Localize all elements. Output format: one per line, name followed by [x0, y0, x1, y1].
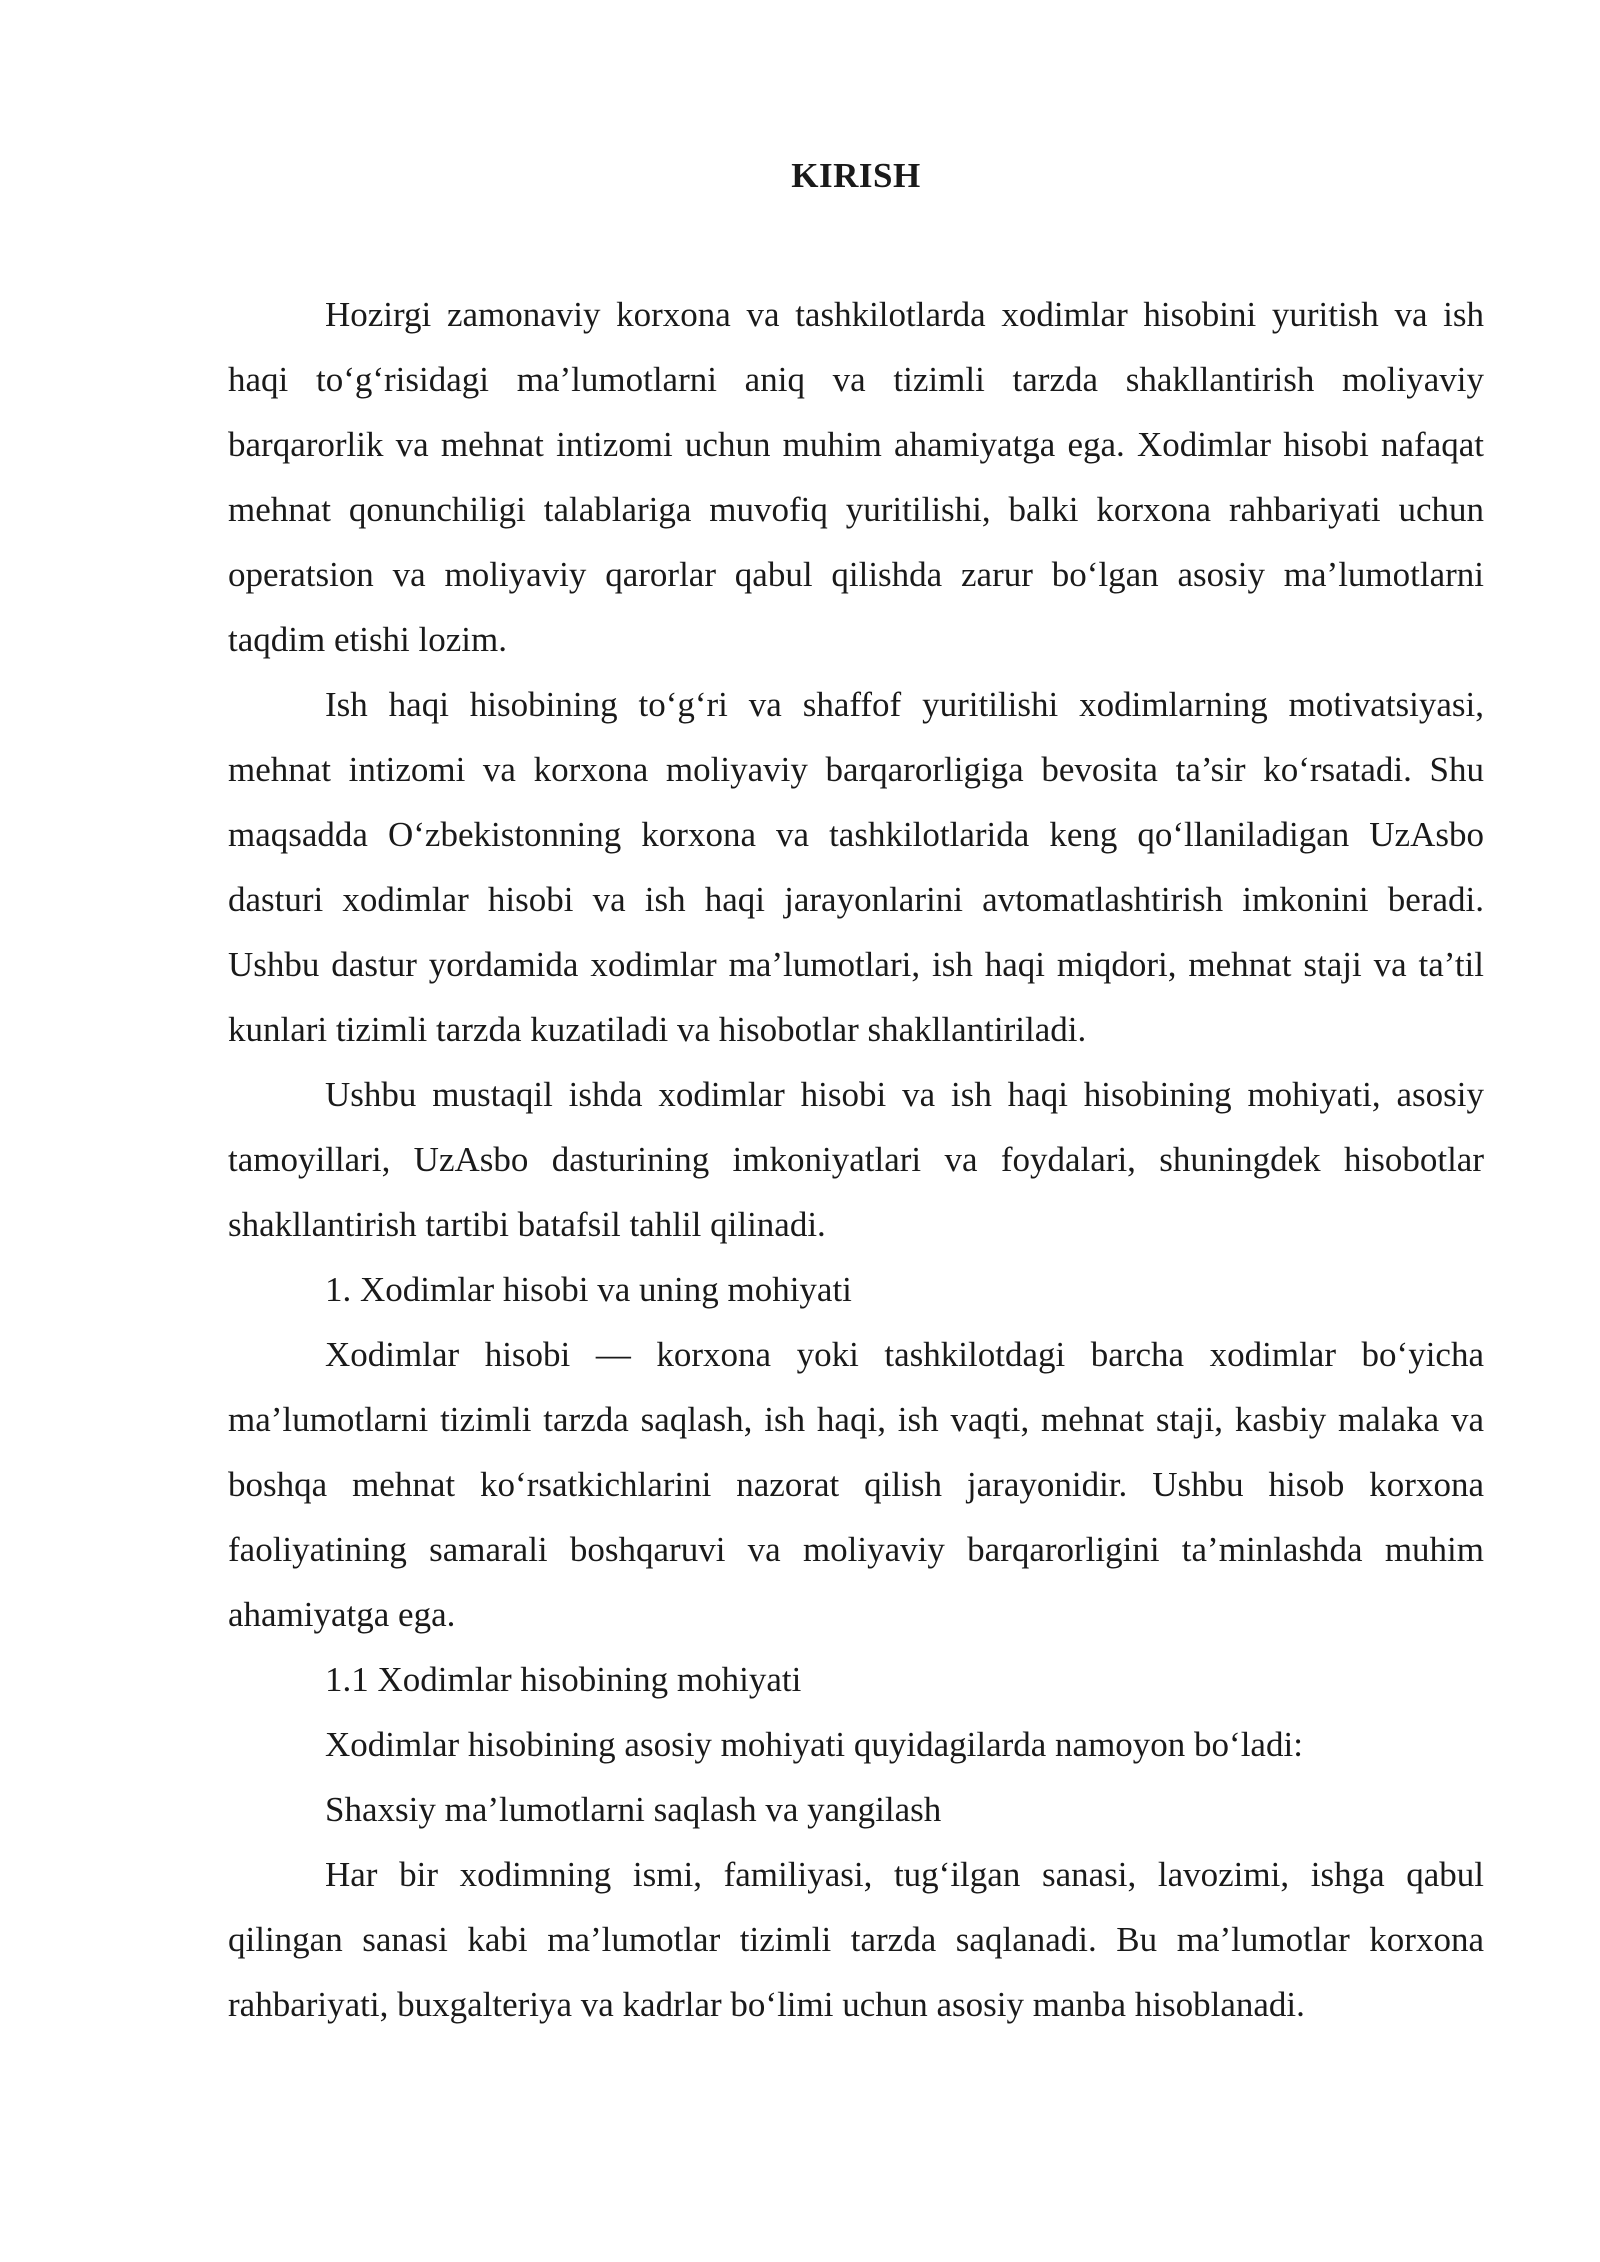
paragraph-purpose: Ushbu mustaqil ishda xodimlar hisobi va ish haqi hisobining mohiyati, asosiy tamoyillari, UzAsbo dasturining imkoniyatlari va foydalari, shuningdek hisobotlar shakllantirish tartibi batafsil tahlil qilinadi. — [228, 1075, 1484, 1244]
paragraph-intro: Hozirgi zamonaviy korxona va tashkilotlarda xodimlar hisobini yuritish va ish haqi to‘g‘risidagi ma’lumotlarni aniq va tizimli tarzda shakllantirish moliyaviy barqarorlik va mehnat intizomi uchun muhim ahamiyatga ega. Xodimlar hisobi nafaqat mehnat qonunchiligi talablariga muvofiq yuritilishi, balki korxona rahbariyati uchun operatsion va moliyaviy qarorlar qabul qilishda zarur bo‘lgan asosiy ma’lumotlarni taqdim etishi lozim. — [228, 295, 1484, 659]
paragraph-definition: Xodimlar hisobi — korxona yoki tashkilotdagi barcha xodimlar bo‘yicha ma’lumotlarni tizimli tarzda saqlash, ish haqi, ish vaqti, mehnat staji, kasbiy malaka va boshqa mehnat ko‘rsatkichlarini nazorat qilish jarayonidir. Ushbu hisob korxona faoliyatining samarali boshqaruvi va moliyaviy barqarorligini ta’minlashda muhim ahamiyatga ega. — [228, 1335, 1484, 1634]
subsection-heading-1-1: 1.1 Xodimlar hisobining mohiyati — [325, 1660, 802, 1699]
paragraph-item-heading: Shaxsiy ma’lumotlarni saqlash va yangilash — [325, 1790, 942, 1829]
paragraph-payroll: Ish haqi hisobining to‘g‘ri va shaffof yuritilishi xodimlarning motivatsiyasi, mehnat intizomi va korxona moliyaviy barqarorligiga bevosita ta’sir ko‘rsatadi. Shu maqsadda O‘zbekistonning korxona va tashkilotlarida keng qo‘llaniladigan UzAsbo dasturi xodimlar hisobi va ish haqi jarayonlarini avtomatlashtirish imkonini beradi. Ushbu dastur yordamida xodimlar ma’lumotlari, ish haqi miqdori, mehnat staji va ta’til kunlari tizimli tarzda kuzatiladi va hisobotlar shakllantiriladi. — [228, 685, 1484, 1049]
paragraph-essence-lead: Xodimlar hisobining asosiy mohiyati quyidagilarda namoyon bo‘ladi: — [325, 1725, 1303, 1764]
section-heading-1: 1. Xodimlar hisobi va uning mohiyati — [325, 1270, 852, 1309]
page-title: KIRISH — [791, 156, 921, 195]
document-body — [228, 282, 1484, 2037]
paragraph-personal-data: Har bir xodimning ismi, familiyasi, tug‘ilgan sanasi, lavozimi, ishga qabul qilingan sanasi kabi ma’lumotlar tizimli tarzda saqlanadi. Bu ma’lumotlar korxona rahbariyati, buxgalteriya va kadrlar bo‘limi uchun asosiy manba hisoblanadi. — [228, 1855, 1484, 2024]
document-page — [228, 0, 1484, 2037]
